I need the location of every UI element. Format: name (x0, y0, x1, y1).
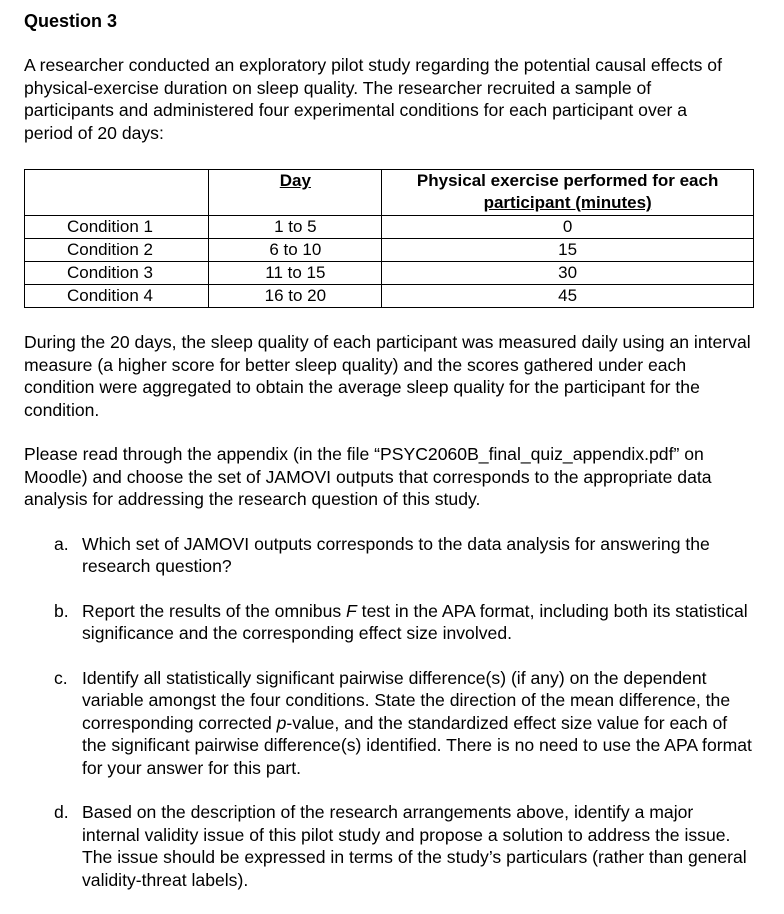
appendix-paragraph: Please read through the appendix (in the file “PSYC2060B_final_quiz_appendix.pdf” on Moodle) and choose the set of JAMOVI outputs that corresponds to the appropriate data analysis for addressing the research question of this study. (24, 444, 712, 509)
table-row (25, 239, 754, 262)
sub-question-d (24, 801, 752, 891)
condition-cell: Condition 2 (25, 239, 209, 262)
header-exercise-line1: Physical exercise performed for each (416, 171, 719, 190)
intro-paragraph: A researcher conducted an exploratory pilot study regarding the potential causal effects of physical-exercise duration on sleep quality. The researcher recruited a sample of participants and administered four experimental conditions for each participant over a period of 20 days: (24, 55, 722, 143)
question-text-italic: p (276, 712, 287, 733)
question-text-post: -value, and the standardized effect size value for each of the significant pairwise difference(s) identified. There is no need to use the APA format for your answer for this part. (82, 712, 752, 778)
minutes-cell: 30 (382, 262, 754, 285)
question-letter: a. (54, 533, 69, 554)
day-cell: 6 to 10 (209, 239, 382, 262)
question-text-italic: F (346, 600, 357, 621)
minutes-cell: 15 (382, 239, 754, 262)
question-text-pre: Report the results of the omnibus (82, 600, 347, 621)
condition-cell: Condition 4 (25, 285, 209, 308)
condition-cell: Condition 3 (25, 262, 209, 285)
table-row (25, 216, 754, 239)
day-cell: 1 to 5 (209, 216, 382, 239)
header-exercise-line2: participant (minutes) (483, 193, 652, 212)
question-text: Based on the description of the research arrangements above, identify a major internal validity issue of this pilot study and propose a solution to address the issue. The issue should be expressed in terms of the study’s particulars (rather than general validity-threat labels). (82, 802, 747, 890)
day-cell: 11 to 15 (209, 262, 382, 285)
condition-cell: Condition 1 (25, 216, 209, 239)
question-text-pre: Identify all statistically significant pairwise difference(s) (if any) on the dependent variable amongst the four conditions. State the direction of the mean difference, the corresponding corrected (82, 667, 731, 733)
question-letter: c. (54, 667, 68, 688)
table-row (25, 285, 754, 308)
sub-question-c (24, 667, 752, 780)
header-day (209, 170, 382, 216)
question-letter: d. (54, 802, 69, 822)
question-title: Question 3 (24, 11, 118, 31)
header-empty (25, 170, 209, 216)
question-letter: b. (54, 600, 69, 621)
question-page (24, 10, 764, 913)
header-exercise (382, 170, 754, 216)
minutes-cell: 45 (382, 285, 754, 308)
conditions-table (24, 169, 754, 308)
day-cell: 16 to 20 (209, 285, 382, 308)
header-day-label: Day (279, 171, 311, 190)
during-paragraph: During the 20 days, the sleep quality of each participant was measured daily using an interval measure (a higher score for better sleep quality) and the scores gathered under each condition were aggregated to obtain the average sleep quality for the participant for the condition. (24, 332, 751, 420)
sub-question-b (24, 600, 752, 645)
question-text: Which set of JAMOVI outputs corresponds to the data analysis for answering the research question? (82, 533, 710, 576)
question-text-post: test in the APA format, including both its statistical significance and the corresponding effect size involved. (82, 600, 748, 643)
table-header-row (25, 170, 754, 216)
sub-questions-list (24, 533, 764, 892)
table-row (25, 262, 754, 285)
minutes-cell: 0 (382, 216, 754, 239)
sub-question-a (24, 533, 752, 578)
